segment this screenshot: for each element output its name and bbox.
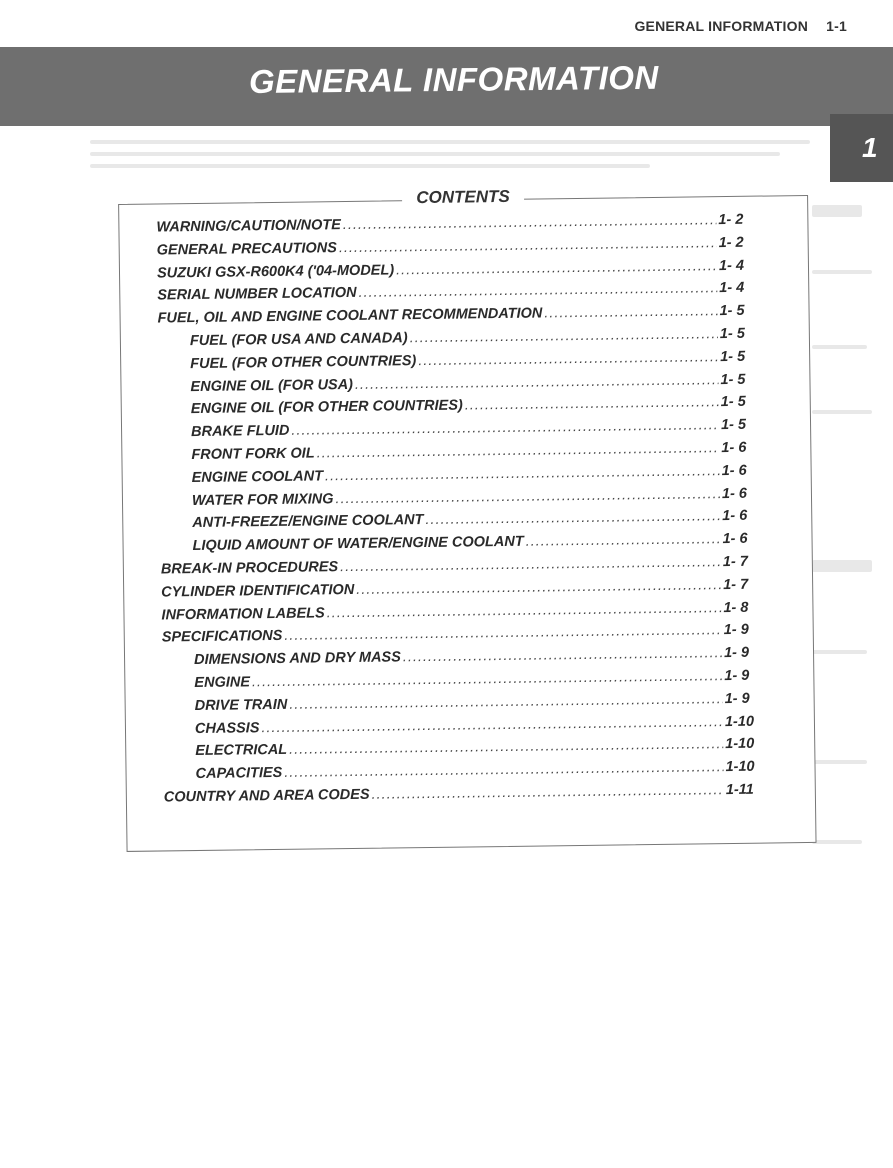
chapter-tab-number: 1 [862, 132, 878, 163]
toc-dot-leader [425, 509, 720, 529]
toc-entry-title: ELECTRICAL [195, 742, 288, 760]
toc-entry-title: CYLINDER IDENTIFICATION [161, 581, 355, 601]
toc-entry-title: SUZUKI GSX-R600K4 ('04-MODEL) [156, 261, 395, 282]
chapter-tab [830, 114, 893, 182]
toc-entry-title: FUEL (FOR USA AND CANADA) [189, 330, 408, 350]
toc-dot-leader [358, 281, 717, 302]
toc-entry-title: CHASSIS [194, 719, 260, 737]
toc-entry-title: ENGINE OIL (FOR USA) [190, 376, 354, 395]
chapter-title-banner [0, 47, 893, 126]
toc-entry-page: 1- 9 [723, 644, 750, 662]
toc-entry-title: ANTI-FREEZE/ENGINE COOLANT [192, 512, 424, 532]
toc-entry-title: INFORMATION LABELS [161, 604, 325, 624]
toc-entry-title: CAPACITIES [195, 765, 283, 783]
toc-entry-page: 1- 6 [721, 485, 748, 502]
toc-entry-page: 1- 4 [718, 257, 745, 274]
contents-heading: CONTENTS [402, 187, 524, 208]
toc-entry-page: 1-10 [724, 713, 755, 730]
toc-entry-title: WATER FOR MIXING [191, 490, 334, 509]
toc-dot-leader [396, 258, 717, 278]
toc-entry-title: WARNING/CAUTION/NOTE [156, 217, 341, 236]
table-of-contents [118, 187, 817, 850]
toc-entry-title: DRIVE TRAIN [194, 696, 288, 714]
running-header-section: GENERAL INFORMATION [634, 18, 809, 34]
toc-entry-page: 1- 6 [722, 508, 748, 525]
toc-entry-title: ENGINE OIL (FOR OTHER COUNTRIES) [190, 397, 463, 418]
toc-entry-page: 1- 8 [723, 599, 749, 616]
toc-entry-page: 1- 6 [722, 530, 748, 548]
toc-dot-leader [544, 303, 717, 321]
toc-dot-leader [355, 372, 719, 393]
toc-dot-leader [410, 326, 718, 346]
toc-entry-title: SERIAL NUMBER LOCATION [157, 285, 357, 304]
toc-entry-title: FUEL, OIL AND ENGINE COOLANT RECOMMENDATION [157, 305, 543, 327]
toc-entry-page: 1- 5 [720, 416, 747, 434]
toc-entry-title: FUEL (FOR OTHER COUNTRIES) [190, 352, 417, 372]
toc-entry-page: 1- 5 [720, 348, 746, 365]
running-header [634, 18, 847, 34]
toc-entry-title: SPECIFICATIONS [161, 628, 283, 646]
toc-entry-page: 1- 9 [723, 622, 749, 639]
toc-entry-title: ENGINE [194, 674, 251, 691]
toc-entry-page: 1- 5 [719, 302, 745, 320]
toc-entry-page: 1- 5 [719, 325, 745, 343]
toc-entry-title: DIMENSIONS AND DRY MASS [193, 649, 401, 669]
toc-entry-title: LIQUID AMOUNT OF WATER/ENGINE COOLANT [192, 533, 524, 555]
chapter-title: GENERAL INFORMATION [248, 58, 659, 100]
toc-entry-page: 1-11 [725, 781, 754, 799]
toc-entry-page: 1-10 [725, 758, 755, 776]
toc-entry-page: 1- 5 [720, 371, 746, 388]
contents-list [156, 212, 764, 813]
toc-entry-title: COUNTRY AND AREA CODES [163, 786, 370, 806]
toc-entry-page: 1- 9 [724, 690, 750, 707]
toc-dot-leader [371, 782, 723, 803]
toc-entry-title: GENERAL PRECAUTIONS [156, 239, 338, 259]
toc-dot-leader [526, 531, 721, 550]
toc-entry-page: 1-10 [725, 736, 755, 753]
toc-entry-title: BRAKE FLUID [190, 422, 290, 441]
toc-entry-page: 1- 7 [723, 576, 749, 593]
toc-entry-page: 1- 2 [718, 234, 744, 251]
toc-entry-title: FRONT FORK OIL [191, 445, 315, 464]
toc-dot-leader [403, 645, 722, 665]
toc-entry-title: BREAK-IN PROCEDURES [160, 559, 339, 578]
toc-entry-page: 1- 2 [718, 211, 744, 229]
running-header-page-number: 1-1 [826, 18, 847, 34]
toc-entry-page: 1- 9 [724, 667, 750, 685]
toc-entry-page: 1- 6 [721, 439, 747, 457]
toc-entry-page: 1- 7 [722, 553, 748, 571]
toc-entry-page: 1- 6 [721, 462, 747, 479]
toc-dot-leader [418, 349, 718, 369]
toc-entry-title: ENGINE COOLANT [191, 468, 324, 486]
toc-entry-page: 1- 5 [720, 394, 746, 411]
toc-entry-page: 1- 4 [719, 280, 745, 297]
toc-dot-leader [356, 577, 721, 598]
toc-dot-leader [465, 395, 719, 414]
